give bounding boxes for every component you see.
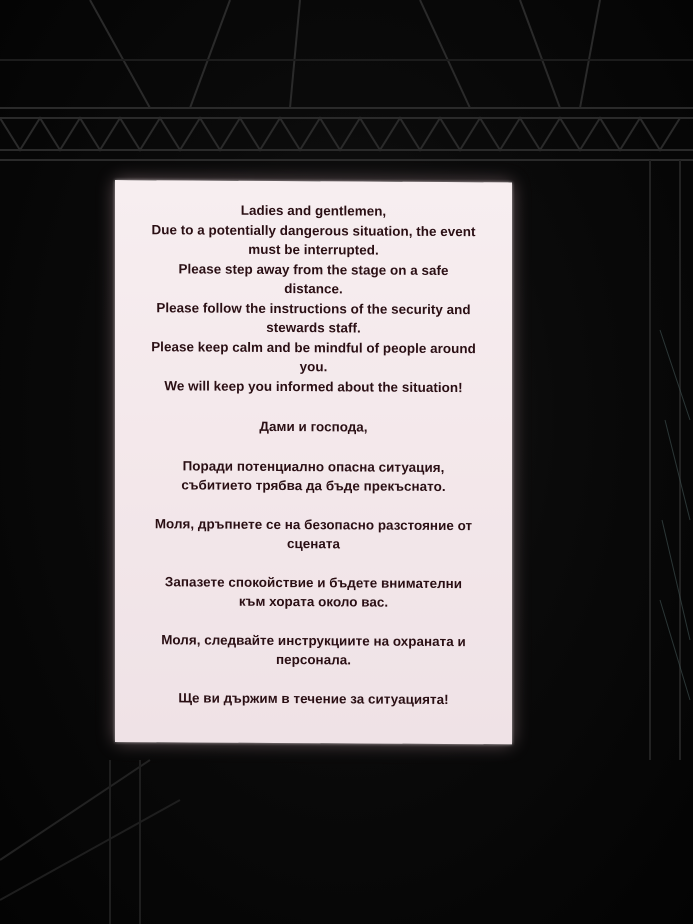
bulgarian-paragraph xyxy=(115,456,512,497)
bulgarian-line: Моля, следвайте инструкциите на охраната и xyxy=(161,631,466,649)
bulgarian-paragraph xyxy=(115,572,512,613)
bulgarian-line: събитието трябва да бъде прекъснато. xyxy=(181,477,446,495)
english-line: Due to a potentially dangerous situation, the event xyxy=(151,221,476,239)
bulgarian-paragraph xyxy=(115,688,512,710)
bulgarian-line: към хората около вас. xyxy=(238,593,389,610)
english-line: Please keep calm and be mindful of people around xyxy=(151,338,476,356)
english-line: distance. xyxy=(284,281,343,297)
bulgarian-line: персонала. xyxy=(275,651,352,668)
bulgarian-line: Ще ви държим в течение за ситуацията! xyxy=(178,689,449,707)
bulgarian-line: сцената xyxy=(286,536,341,552)
english-line: Please follow the instructions of the security and xyxy=(156,299,471,317)
bulgarian-paragraph xyxy=(115,514,512,555)
english-line: must be interrupted. xyxy=(248,241,379,258)
english-line: Ladies and gentlemen, xyxy=(240,202,387,219)
bulgarian-line: Дами и господа, xyxy=(259,418,368,435)
bulgarian-line: Моля, дръпнете се на безопасно разстояние от xyxy=(154,515,473,533)
bulgarian-line: Поради потенциално опасна ситуация, xyxy=(182,457,445,475)
english-line: Please step away from the stage on a safe xyxy=(178,260,449,278)
bulgarian-paragraph xyxy=(115,630,512,671)
english-line: We will keep you informed about the situation! xyxy=(164,377,463,395)
bulgarian-announcement xyxy=(115,416,512,709)
led-screen xyxy=(115,180,512,744)
english-line: stewards staff. xyxy=(266,319,361,336)
english-announcement xyxy=(115,200,512,397)
announcement-text xyxy=(115,200,512,709)
bulgarian-paragraph xyxy=(115,416,512,438)
english-line: you. xyxy=(299,359,328,375)
bulgarian-line: Запазете спокойствие и бъдете внимателни xyxy=(164,573,463,591)
